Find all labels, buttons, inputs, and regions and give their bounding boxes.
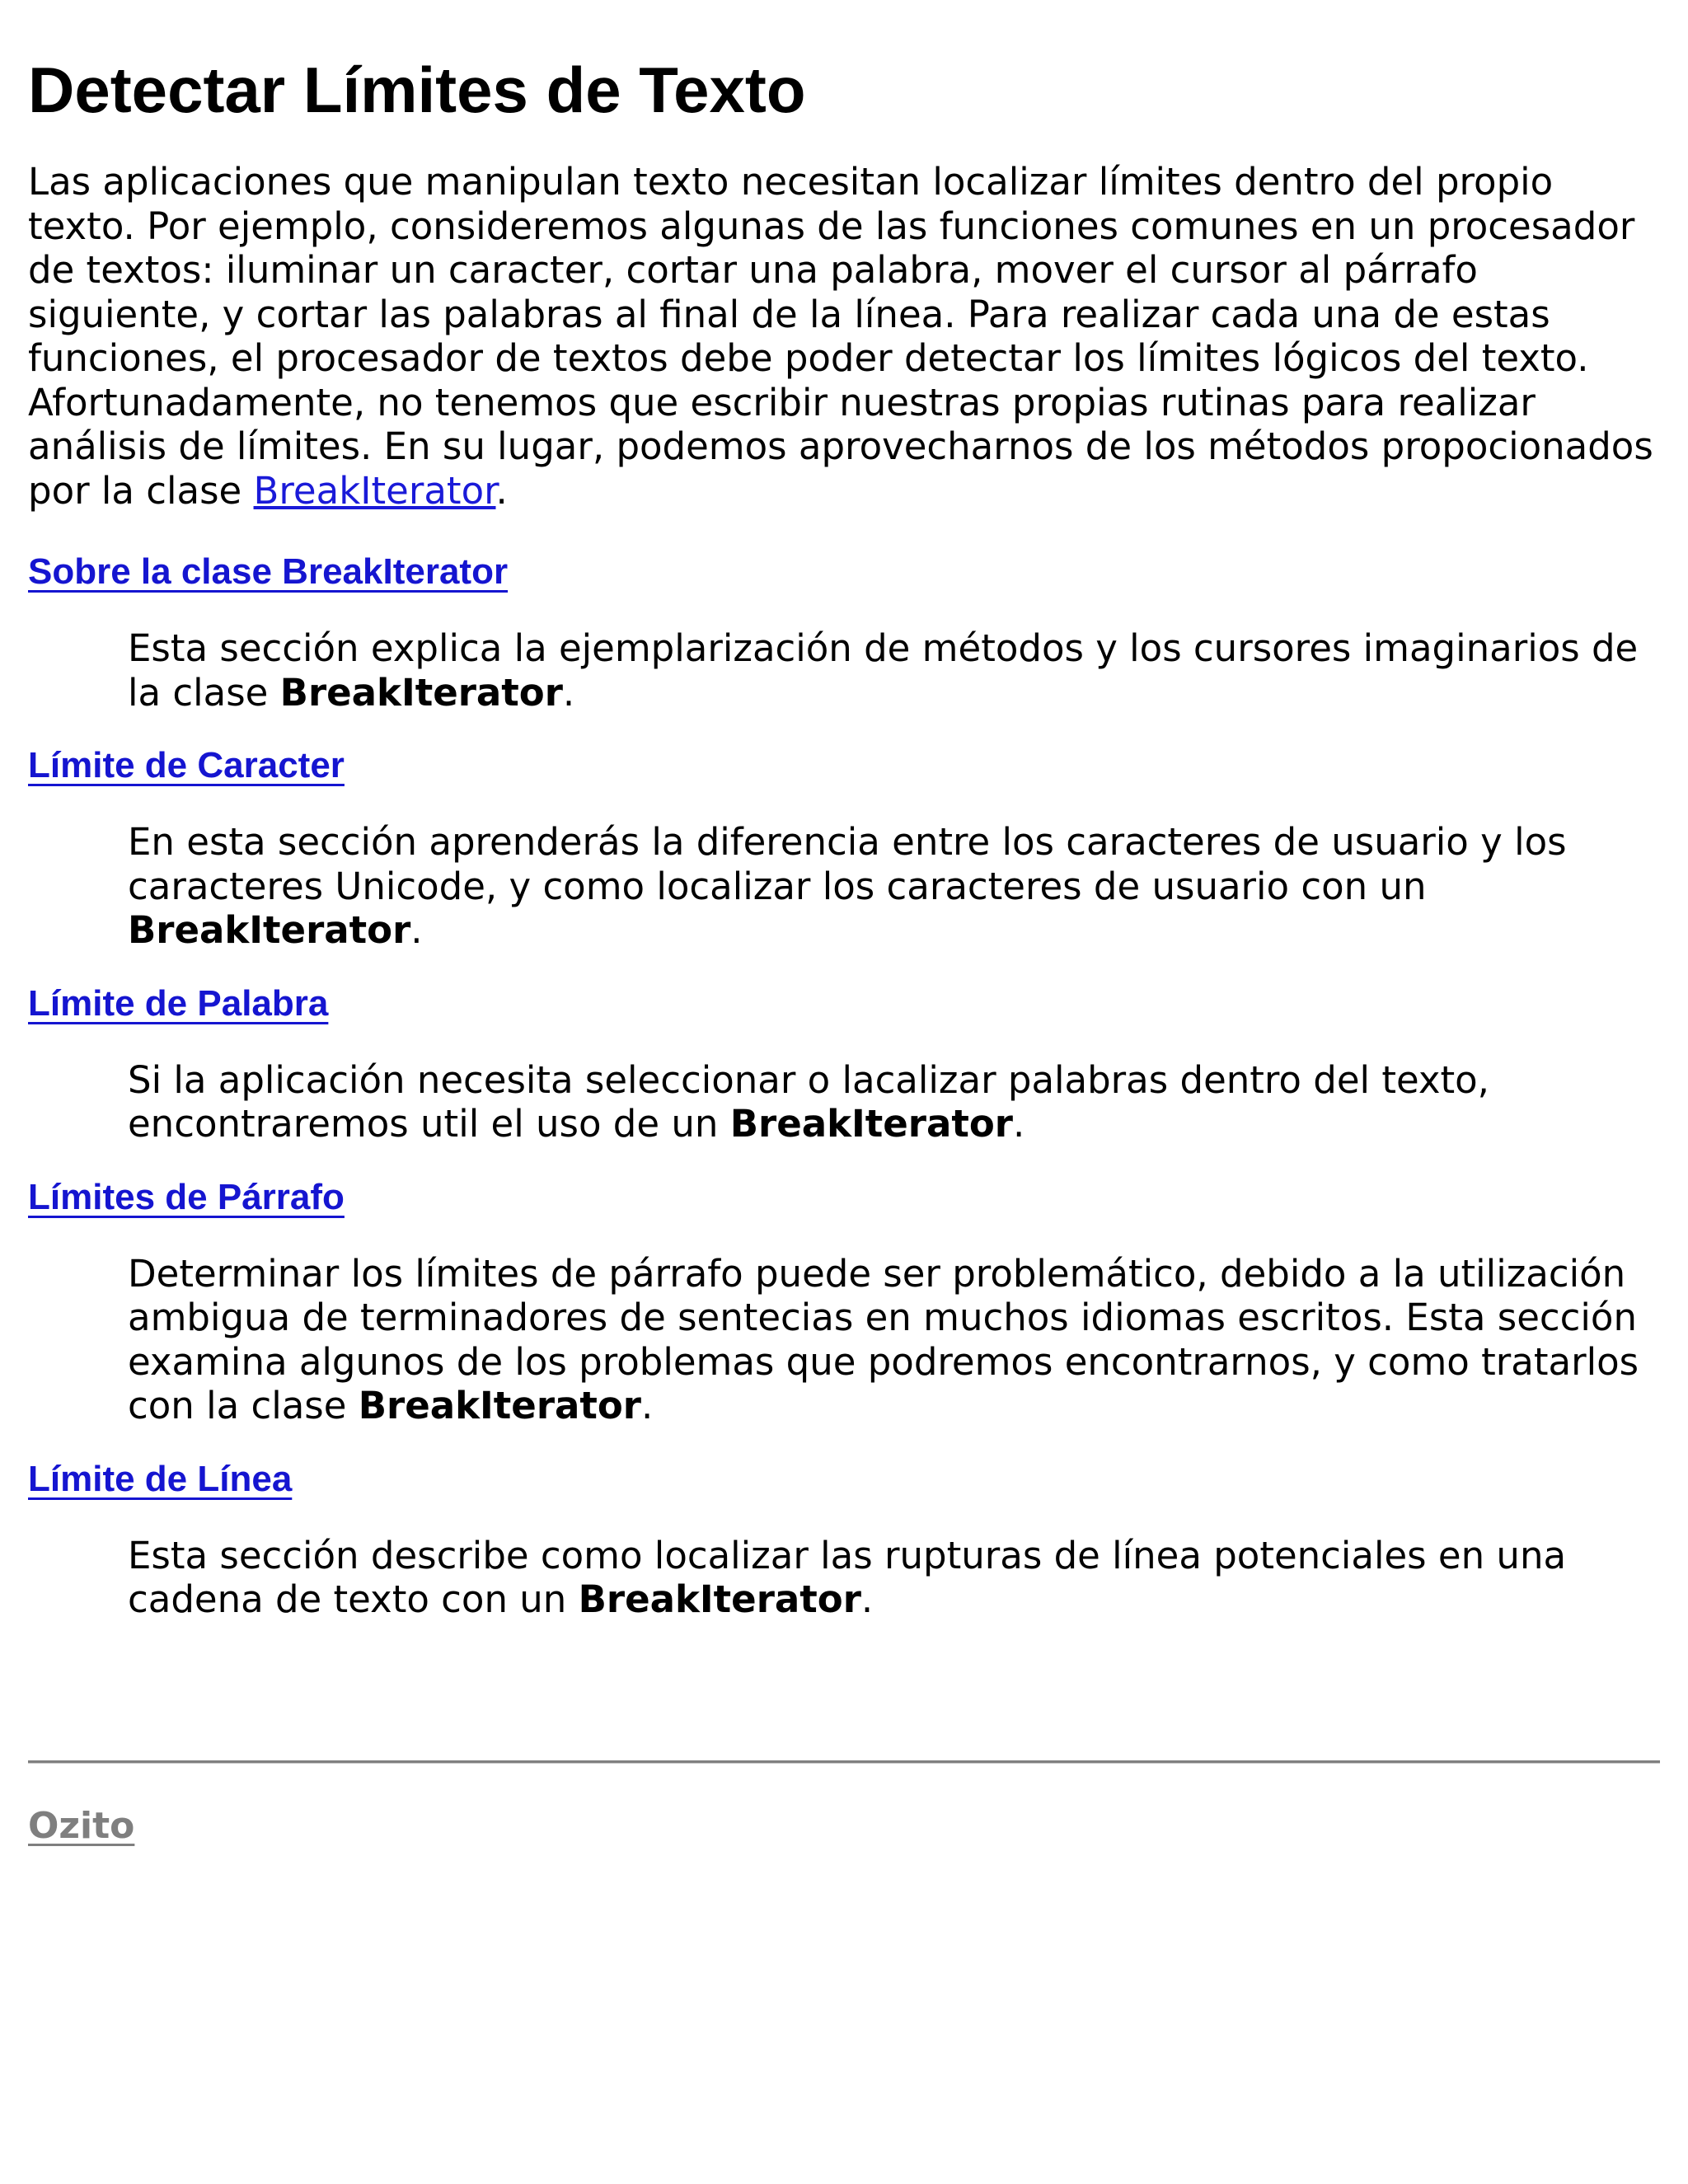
description-end: . bbox=[1012, 1102, 1025, 1146]
section-limite-caracter bbox=[28, 743, 1660, 953]
description-end: . bbox=[860, 1577, 874, 1621]
section-link-limite-palabra[interactable]: Límite de Palabra bbox=[28, 982, 329, 1024]
description-end: . bbox=[641, 1384, 654, 1427]
intro-text: Las aplicaciones que manipulan texto necesitan localizar límites dentro del propio texto. Por ejemplo, consideremos algunas de las funciones comunes en un procesador de textos: iluminar un caracter, cortar una palabra, mover el cursor al párrafo siguiente, y cortar las palabras al final de la línea. Para realizar cada una de estas funciones, el procesador de textos debe poder detectar los límites lógicos del texto. Afortunadamente, no tenemos que escribir nuestras propias rutinas para realizar análisis de límites. En su lugar, podemos aprovecharnos de los métodos propocionados por la clase bbox=[28, 160, 1653, 513]
section-limites-parrafo bbox=[28, 1174, 1660, 1428]
section-link-limite-linea[interactable]: Límite de Línea bbox=[28, 1458, 293, 1499]
description-text: Esta sección explica la ejemplarización de métodos y los cursores imaginarios de la clase bbox=[128, 626, 1639, 715]
description-end: . bbox=[410, 908, 423, 952]
page-content bbox=[28, 0, 1660, 1847]
description-text: Si la aplicación necesita seleccionar o lacalizar palabras dentro del texto, encontraremos util el uso de un bbox=[128, 1057, 1489, 1146]
page-title: Detectar Límites de Texto bbox=[28, 54, 806, 126]
section-description bbox=[128, 1058, 1660, 1146]
footer-ozito-link[interactable]: Ozito bbox=[28, 1805, 135, 1847]
description-text: En esta sección aprenderás la diferencia entre los caracteres de usuario y los caracteres Unicode, y como localizar los caracteres de usuario con un bbox=[128, 820, 1567, 908]
section-link-limites-parrafo[interactable]: Límites de Párrafo bbox=[28, 1176, 345, 1217]
section-description bbox=[128, 1252, 1660, 1428]
section-sobre-breakiterator bbox=[28, 549, 1660, 715]
description-text: Esta sección describe como localizar las rupturas de línea potenciales en una cadena de texto con un bbox=[128, 1533, 1567, 1621]
description-end: . bbox=[562, 670, 575, 715]
class-name: BreakIterator bbox=[729, 1102, 1013, 1146]
breakiterator-link[interactable]: BreakIterator bbox=[253, 468, 496, 513]
class-name: BreakIterator bbox=[128, 908, 411, 952]
section-description bbox=[128, 626, 1660, 715]
class-name: BreakIterator bbox=[358, 1384, 641, 1427]
section-description bbox=[128, 820, 1660, 953]
section-limite-linea bbox=[28, 1456, 1660, 1622]
horizontal-rule bbox=[28, 1760, 1660, 1764]
intro-paragraph bbox=[28, 160, 1660, 513]
section-limite-palabra bbox=[28, 981, 1660, 1146]
class-name: BreakIterator bbox=[279, 670, 563, 715]
section-link-limite-caracter[interactable]: Límite de Caracter bbox=[28, 745, 345, 785]
section-description bbox=[128, 1534, 1660, 1622]
class-name: BreakIterator bbox=[578, 1577, 861, 1621]
section-link-sobre-breakiterator[interactable]: Sobre la clase BreakIterator bbox=[28, 551, 509, 592]
intro-text-end: . bbox=[495, 468, 508, 513]
description-text: Determinar los límites de párrafo puede ser problemático, debido a la utilización ambigua de terminadores de sentecias en muchos idiomas escritos. Esta sección examina algunos de los problemas que podremos encontrarnos, y como tratarlos con la clase bbox=[128, 1251, 1639, 1427]
